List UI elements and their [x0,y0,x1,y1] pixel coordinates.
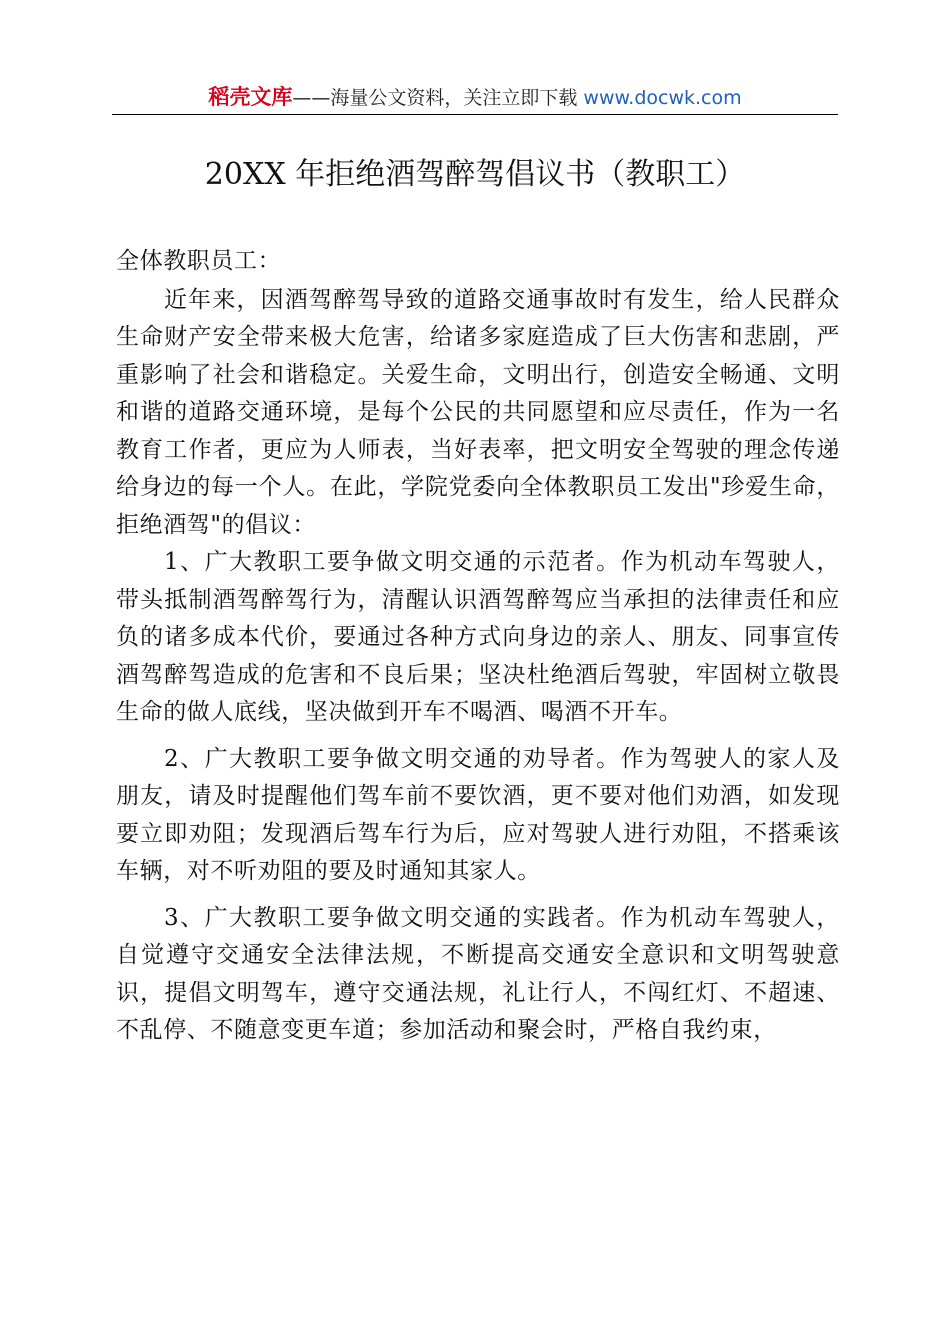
salutation: 全体教职员工： [116,248,282,274]
item-text: 、广大教职工要争做文明交通的示范者。作为机动车驾驶人，带头抵制酒驾醉驾行为，清醒认识酒驾醉驾应当承担的法律责任和应负的诸多成本代价，要通过各种方式向身边的亲人、朋友、同事宣传酒驾醉驾造成的危害和不良后果；坚决杜绝酒后驾驶，牢固树立敬畏生命的做人底线，坚决做到开车不喝酒、喝酒不开车。 [116,549,840,725]
proposal-item-2 [116,741,840,891]
item-number: 2 [164,745,180,772]
item-text: 、广大教职工要争做文明交通的实践者。作为机动车驾驶人，自觉遵守交通安全法律法规，不断提高交通安全意识和文明驾驶意识，提倡文明驾车，遵守交通法规，礼让行人，不闯红灯、不超速、不乱停、不随意变更车道；参加活动和聚会时，严格自我约束， [116,904,840,1043]
title-year: 20XX [204,157,286,192]
item-number: 1 [164,549,180,575]
proposal-item-1 [116,544,840,732]
item-number: 3 [164,904,180,931]
page-header [112,82,838,115]
header-tagline: ——海量公文资料，关注立即下载 [292,87,578,109]
document-body [116,243,840,1050]
title-text: 年拒绝酒驾醉驾倡议书（教职工） [285,157,746,192]
intro-paragraph: 近年来，因酒驾醉驾导致的道路交通事故时有发生，给人民群众生命财产安全带来极大危害，给诸多家庭造成了巨大伤害和悲剧，严重影响了社会和谐稳定。关爱生命，文明出行，创造安全畅通、文明和谐的道路交通环境，是每个公民的共同愿望和应尽责任，作为一名教育工作者，更应为人师表，当好表率，把文明安全驾驶的理念传递给身边的每一个人。在此，学院党委向全体教职员工发出"珍爱生命，拒绝酒驾"的倡议： [116,286,840,538]
proposal-item-3 [116,900,840,1050]
site-url-link[interactable]: www.docwk.com [583,87,742,109]
brand-name: 稻壳文库 [208,85,293,109]
item-text: 、广大教职工要争做文明交通的劝导者。作为驾驶人的家人及朋友，请及时提醒他们驾车前不要饮酒，更不要对他们劝酒，如发现要立即劝阻；发现酒后驾车行为后，应对驾驶人进行劝阻，不搭乘该车辆，对不听劝阻的要及时通知其家人。 [116,745,840,884]
document-title [112,150,838,200]
